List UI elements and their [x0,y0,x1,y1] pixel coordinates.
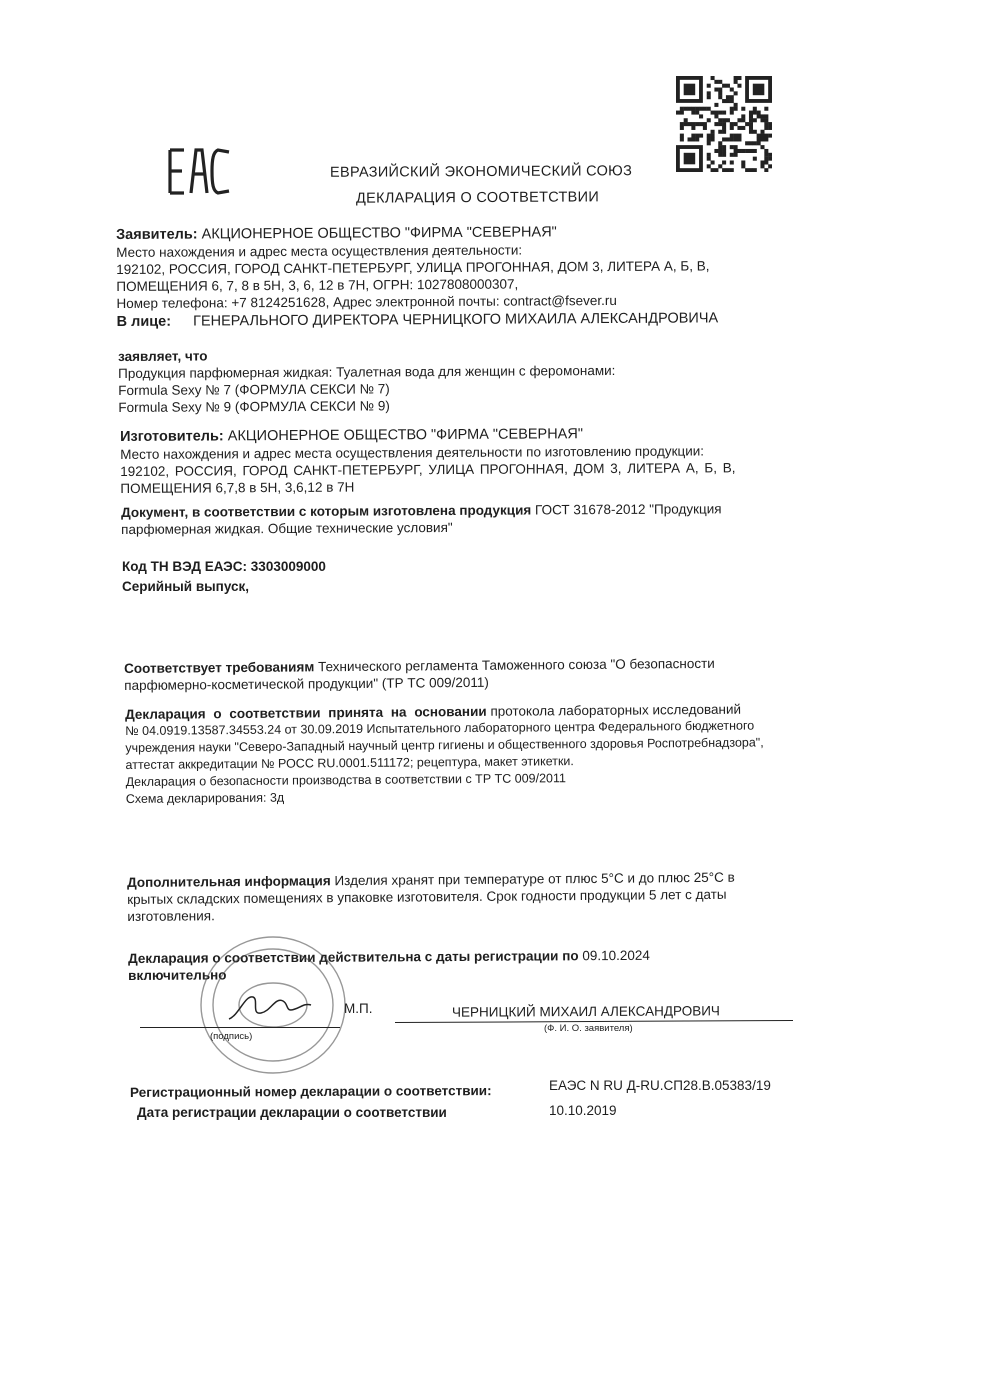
validity-date: 09.10.2024 [582,947,650,964]
applicant-label: Заявитель: [116,226,198,243]
applicant-block [116,222,718,331]
registration-date-label: Дата регистрации декларации о соответствии [137,1105,447,1120]
applicant-name: АКЦИОНЕРНОЕ ОБЩЕСТВО "ФИРМА "СЕВЕРНАЯ" [201,224,557,243]
basis-text4: аттестат аккредитации № РОСС RU.0001.511172; рецептура, макет этикетки. [125,754,574,772]
qr-code [676,76,772,172]
standard-value-part2: парфюмерная жидкая. Общие технические условия" [121,519,453,537]
product-item-2: Formula Sexy № 9 (ФОРМУЛА СЕКСИ № 9) [118,398,390,415]
signature-line [140,1027,340,1028]
validity-inclusive: включительно [128,967,227,983]
validity-label: Декларация о соответствии действительна с даты регистрации по [128,948,579,966]
additional-info-text3: изготовления. [127,908,215,924]
basis-label: Декларация о соответствии принята на основании [125,703,487,722]
applicant-address-label: Место нахождения и адрес места осуществления деятельности: [116,242,523,260]
safety-declaration: Декларация о безопасности производства в соответствии с ТР ТС 009/2011 [125,771,567,789]
basis-block [125,700,764,808]
additional-info-label: Дополнительная информация [127,873,331,890]
registration-date-value: 10.10.2019 [549,1103,617,1118]
additional-info-text1: Изделия хранят при температуре от плюс 5°С и до плюс 25°С в [334,869,735,889]
union-title: ЕВРАЗИЙСКИЙ ЭКОНОМИЧЕСКИЙ СОЮЗ [329,163,633,181]
manufacturer-label: Изготовитель: [120,428,224,445]
basis-text1: протокола лабораторных исследований [490,701,742,719]
conformity-value-part1: Технического регламента Таможенного союза "О безопасности [318,655,715,675]
conformity-value-part2: парфюмерно-косметической продукции" (ТР ТС 009/2011) [124,674,489,693]
applicant-address-line1: 192102, РОССИЯ, ГОРОД САНКТ-ПЕТЕРБУРГ, УЛИЦА ПРОГОННАЯ, ДОМ 3, ЛИТЕРА А, Б, В, [116,258,710,277]
serial-release: Серийный выпуск, [122,579,250,594]
represented-by-line [117,309,719,331]
registration-number-value: ЕАЭС N RU Д-RU.СП28.В.05383/19 [549,1078,771,1093]
declaration-scheme: Схема декларирования: 3д [125,790,285,806]
manufacturer-address-label: Место нахождения и адрес места осуществления деятельности по изготовлению продукции: [120,443,705,462]
declares-label: заявляет, что [118,348,208,364]
standard-label: Документ, в соответствии с которым изготовлена продукция [121,502,532,520]
tnved-value: 3303009000 [250,559,326,574]
basis-text3: учреждения науки "Северо-Западный научный центр гигиены и общественного здоровья Роспотребнадзора", [125,735,764,755]
conformity-label: Соответствует требованиям [124,659,315,676]
applicant-contacts: Номер телефона: +7 8124251628, Адрес электронной почты: contract@fsever.ru [116,292,617,311]
manufacturer-address-line2: ПОМЕЩЕНИЯ 6,7,8 в 5Н, 3,6,12 в 7Н [120,479,355,496]
document-title: ДЕКЛАРАЦИЯ О СООТВЕТСТВИИ [355,189,600,207]
signature [225,985,315,1025]
stamp-place: М.П. [344,1001,373,1016]
signer-caption: (Ф. И. О. заявителя) [544,1023,633,1034]
product-item-1: Formula Sexy № 7 (ФОРМУЛА СЕКСИ № 7) [118,381,390,398]
tnved-label: Код ТН ВЭД ЕАЭС: [122,559,248,574]
additional-info-block [127,869,735,925]
represented-by-name: ГЕНЕРАЛЬНОГО ДИРЕКТОРА ЧЕРНИЦКОГО МИХАИЛА АЛЕКСАНДРОВИЧА [193,310,719,330]
manufacturer-name: АКЦИОНЕРНОЕ ОБЩЕСТВО "ФИРМА "СЕВЕРНАЯ" [227,426,584,445]
represented-by-label: В лице: [116,313,172,330]
additional-info-text2: крытых складских помещениях в упаковке изготовителя. Срок годности продукции 5 лет с даты [127,886,727,907]
applicant-address-line2: ПОМЕЩЕНИЯ 6, 7, 8 в 5Н, 3, 6, 12 в 7Н, ОГРН: 1027808000307, [116,276,519,294]
declares-block [118,345,616,416]
eac-logo [168,146,232,196]
manufacturer-block [120,424,736,497]
standard-block [121,500,722,538]
conformity-block [124,655,715,694]
code-block [122,558,326,595]
standard-value-part1: ГОСТ 31678-2012 "Продукция [534,501,722,518]
product-description: Продукция парфюмерная жидкая: Туалетная вода для женщин с феромонами: [118,362,616,381]
signature-caption: (подпись) [210,1031,253,1042]
basis-text2: № 04.0919.13587.34553.24 от 30.09.2019 Испытательного лабораторного центра Федерального бюджетного [125,718,755,738]
tnved-code [122,558,326,575]
registration-number-label: Регистрационный номер декларации о соответствии: [129,1083,492,1100]
manufacturer-address-line1: 192102, РОССИЯ, ГОРОД САНКТ-ПЕТЕРБУРГ, УЛИЦА ПРОГОННАЯ, ДОМ 3, ЛИТЕРА А, Б, В, [120,460,736,479]
signer-name: ЧЕРНИЦКИЙ МИХАИЛ АЛЕКСАНДРОВИЧ [451,1003,720,1020]
